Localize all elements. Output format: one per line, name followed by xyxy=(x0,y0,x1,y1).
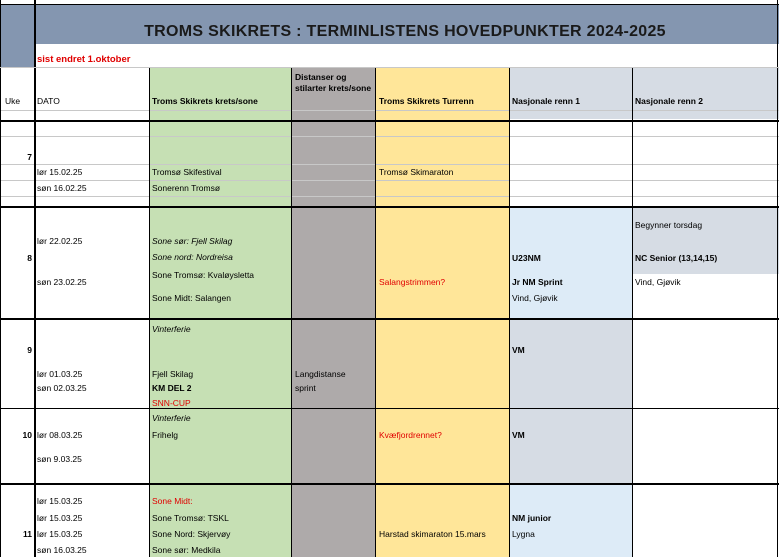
w10-date1: lør 08.03.25 xyxy=(37,430,83,440)
grid-h-1 xyxy=(0,110,779,111)
w8-date2: søn 23.02.25 xyxy=(37,277,87,287)
w9-krets0: Vinterferie xyxy=(152,324,191,334)
vline-right xyxy=(777,0,778,557)
rule-week8-bottom xyxy=(0,318,779,320)
w11-krets4: Sone sør: Medkila xyxy=(152,545,221,555)
col-uke-header-fill xyxy=(0,67,35,119)
w9-dist2: sprint xyxy=(295,383,316,393)
w7-krets2: Sonerenn Tromsø xyxy=(152,183,221,193)
vline-dato xyxy=(149,67,150,557)
header-nasjonale2: Nasjonale renn 2 xyxy=(635,96,704,106)
w8-krets3: Sone Tromsø: Kvaløysletta xyxy=(152,270,255,280)
header-uke: Uke xyxy=(5,96,21,106)
w8-nasj2-c: Vind, Gjøvik xyxy=(635,277,681,287)
w8-nasj2-a: Begynner torsdag xyxy=(635,220,703,230)
w10-turrenn: Kvæfjordrennet? xyxy=(379,430,442,440)
vline-left xyxy=(0,0,1,557)
week-7: 7 xyxy=(27,152,32,162)
grid-h-2 xyxy=(0,136,779,137)
rule-week10-bottom xyxy=(0,483,779,485)
w11-date2: lør 15.03.25 xyxy=(37,513,83,523)
w7-turrenn: Tromsø Skimaraton xyxy=(379,167,454,177)
last-changed-cell-bg xyxy=(0,44,35,67)
w11-turrenn: Harstad skimaraton 15.mars xyxy=(379,529,486,539)
vline-krets xyxy=(291,67,292,557)
header-krets: Troms Skikrets krets/sone xyxy=(152,96,258,106)
rule-header-bottom xyxy=(0,120,779,122)
w8-nasj2-fill xyxy=(633,208,779,274)
grid-h-3 xyxy=(0,164,779,165)
vline-uke xyxy=(34,0,36,557)
w8-krets4: Sone Midt: Salangen xyxy=(152,293,231,303)
w8-date1: lør 22.02.25 xyxy=(37,236,83,246)
week-11: 11 xyxy=(23,529,32,539)
w11-date1: lør 15.03.25 xyxy=(37,496,83,506)
w7-krets1: Tromsø Skifestival xyxy=(152,167,222,177)
w8-nasj1-a: U23NM xyxy=(512,253,541,263)
w8-turrenn: Salangstrimmen? xyxy=(379,277,446,287)
w8-nasj1-b: Jr NM Sprint xyxy=(512,277,563,287)
rule-week9-bottom xyxy=(0,408,779,409)
w10-krets0: Vinterferie xyxy=(152,413,191,423)
header-distanser: Distanser og stilarter krets/sone xyxy=(295,72,372,93)
w9-date1: lør 01.03.25 xyxy=(37,369,83,379)
w8-nasj1-c: Vind, Gjøvik xyxy=(512,293,558,303)
grid-h-header-top xyxy=(0,67,779,68)
w11-date4: søn 16.03.25 xyxy=(37,545,87,555)
grid-h-5 xyxy=(0,196,779,197)
w7-date1: lør 15.02.25 xyxy=(37,167,83,177)
w9-krets3: SNN-CUP xyxy=(152,398,191,408)
week-10: 10 xyxy=(22,430,32,440)
w9-krets2: KM DEL 2 xyxy=(152,383,192,393)
last-changed-label: sist endret 1.oktober xyxy=(37,54,131,65)
w9-nasj1-fill xyxy=(510,319,633,483)
w11-nasj1-b: Lygna xyxy=(512,529,535,539)
col-nasj1-header-fill xyxy=(510,67,633,119)
w8-krets2: Sone nord: Nordreisa xyxy=(152,252,233,262)
w7-date2: søn 16.02.25 xyxy=(37,183,87,193)
page-title: TROMS SKIKRETS : TERMINLISTENS HOVEDPUNKTER 2024-2025 xyxy=(144,23,666,40)
w9-krets1: Fjell Skilag xyxy=(152,369,194,379)
vline-turrenn xyxy=(509,67,510,557)
rule-title-top xyxy=(0,4,779,5)
w11-date3: lør 15.03.25 xyxy=(37,529,83,539)
w11-krets1: Sone Midt: xyxy=(152,496,193,506)
w9-dist1: Langdistanse xyxy=(295,369,346,379)
w8-nasj2-b: NC Senior (13,14,15) xyxy=(635,253,718,263)
w9-nasj1: VM xyxy=(512,345,525,355)
w10-nasj1: VM xyxy=(512,430,525,440)
w8-krets1: Sone sør: Fjell Skilag xyxy=(152,236,233,246)
w10-krets1: Frihelg xyxy=(152,430,178,440)
grid-h-4 xyxy=(0,180,779,181)
rule-week7-bottom xyxy=(0,206,779,208)
col-nasj2-header-fill xyxy=(633,67,779,119)
vline-distanser xyxy=(375,67,376,557)
header-turrenn: Troms Skikrets Turrenn xyxy=(379,96,474,106)
header-dato: DATO xyxy=(37,96,60,106)
w9-date2: søn 02.03.25 xyxy=(37,383,87,393)
week-8: 8 xyxy=(27,253,32,263)
week-9: 9 xyxy=(27,345,32,355)
vline-nasj1 xyxy=(632,67,633,557)
w11-krets2: Sone Tromsø: TSKL xyxy=(152,513,229,523)
w11-krets3: Sone Nord: Skjervøy xyxy=(152,529,231,539)
w11-nasj1-a: NM junior xyxy=(512,513,552,523)
header-nasjonale1: Nasjonale renn 1 xyxy=(512,96,581,106)
w10-date2: søn 9.03.25 xyxy=(37,454,82,464)
